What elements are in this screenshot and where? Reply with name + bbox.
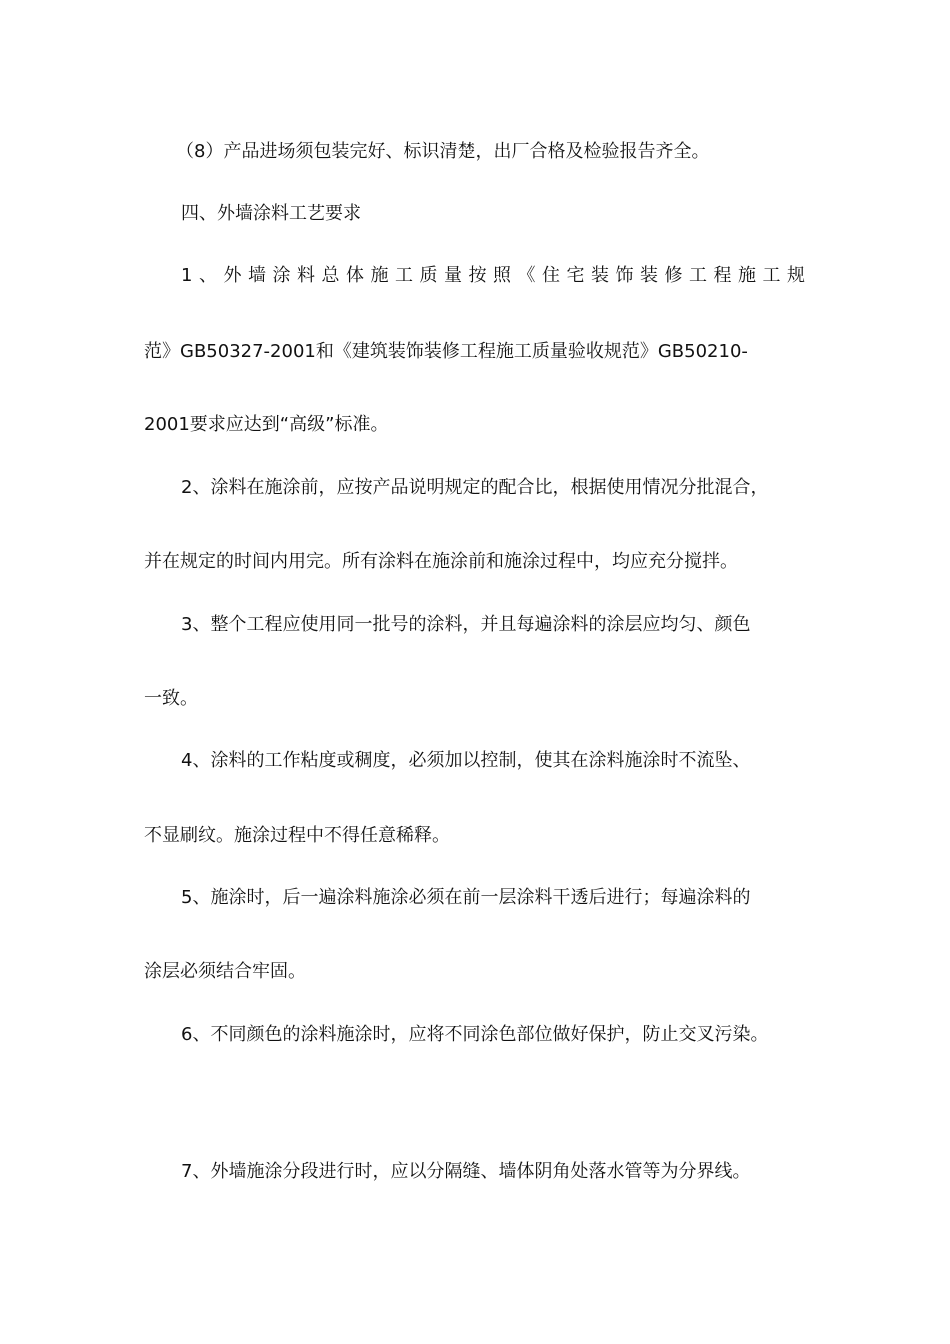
paragraph-3-line-2: 一致。: [144, 688, 198, 709]
paragraph-1-line-1: 1、外墙涂料总体施工质量按照《住宅装饰装修工程施工规: [181, 265, 805, 286]
paragraph-2-line-2: 并在规定的时间内用完。所有涂料在施涂前和施涂过程中，均应充分搅拌。: [144, 551, 738, 572]
paragraph-5-line-1: 5、施涂时，后一遍涂料施涂必须在前一层涂料干透后进行；每遍涂料的: [181, 887, 751, 908]
paragraph-7: 7、外墙施涂分段进行时，应以分隔缝、墙体阴角处落水管等为分界线。: [181, 1161, 751, 1182]
paragraph-6: 6、不同颜色的涂料施涂时，应将不同涂色部位做好保护，防止交叉污染。: [181, 1024, 769, 1045]
section-heading: 四、外墙涂料工艺要求: [181, 203, 361, 224]
paragraph-2-line-1: 2、涂料在施涂前，应按产品说明规定的配合比，根据使用情况分批混合，: [181, 477, 769, 498]
paragraph-4-line-2: 不显刷纹。施涂过程中不得任意稀释。: [144, 825, 450, 846]
paragraph-1-line-3: 2001要求应达到“高级”标准。: [144, 414, 389, 435]
paragraph-5-line-2: 涂层必须结合牢固。: [144, 961, 306, 982]
paragraph-product-requirement: （8）产品进场须包装完好、标识清楚，出厂合格及检验报告齐全。: [176, 141, 710, 162]
paragraph-1-line-2: 范》GB50327-2001和《建筑装饰装修工程施工质量验收规范》GB50210-: [144, 341, 748, 362]
paragraph-3-line-1: 3、整个工程应使用同一批号的涂料，并且每遍涂料的涂层应均匀、颜色: [181, 614, 751, 635]
paragraph-4-line-1: 4、涂料的工作粘度或稠度，必须加以控制，使其在涂料施涂时不流坠、: [181, 750, 751, 771]
